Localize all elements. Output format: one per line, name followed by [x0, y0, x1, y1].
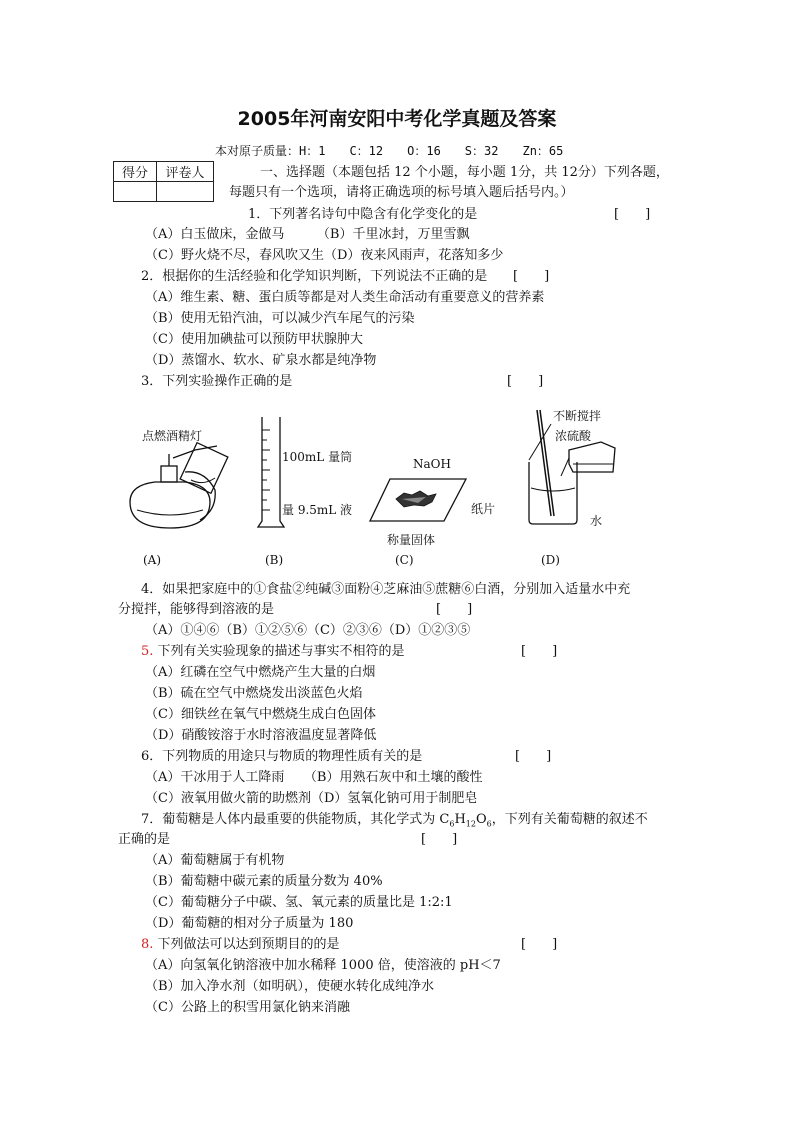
section-intro-1: 一、选择题（本题包括 12 个小题，每小题 1分，共 12分）下列各题， — [260, 165, 669, 180]
q8-option-a: （A）向氢氧化钠溶液中加水稀释 1000 倍，使溶液的 pH＜7 — [145, 958, 501, 973]
q6-answer-bracket[interactable]: [ ] — [515, 749, 552, 764]
fig-a-caption: (A) — [143, 553, 162, 567]
q7-stem-line2: 正确的是 — [118, 832, 171, 847]
q5-answer-bracket[interactable]: [ ] — [521, 644, 558, 659]
q2-option-b: （B）使用无铅汽油，可以减少汽车尾气的污染 — [145, 311, 415, 326]
score-header: 得分 — [114, 162, 157, 182]
fig-d-caption: (D) — [541, 553, 560, 567]
q4-stem-line1: 4．如果把家庭中的①食盐②纯碱③面粉④芝麻油⑤蔗糖⑥白酒，分别加入适量水中充 — [141, 582, 631, 597]
q7-stem-line1: 7．葡萄糖是人体内最重要的供能物质，其化学式为 $C_6H_{12}O_6$，下列有关葡萄糖的叙述不 — [141, 812, 648, 829]
q1-answer-bracket[interactable]: [ ] — [614, 207, 651, 222]
q7-option-c: （C）葡萄糖分子中碳、氢、氧元素的质量比是 1:2:1 — [145, 895, 453, 910]
q3-answer-bracket[interactable]: [ ] — [507, 374, 544, 389]
fig-b-label-2: 量 9.5mL 液 — [282, 503, 353, 517]
q4-stem-line2: 分搅拌，能够得到溶液的是 — [118, 602, 275, 617]
q7-answer-bracket[interactable]: [ ] — [421, 832, 458, 847]
fig-d-label-3: 水 — [590, 514, 603, 528]
q5-stem: 下列有关实验现象的描述与事实不相符的是 — [157, 644, 405, 659]
q5-option-c: （C）细铁丝在氧气中燃烧生成白色固体 — [145, 707, 376, 722]
fig-c-label-3: 称量固体 — [387, 533, 436, 547]
fig-c-label-1: NaOH — [413, 457, 451, 471]
q1-options-row1: （A）白玉做床，金做马 （B）千里冰封，万里雪飘 — [145, 227, 470, 242]
q4-options: （A）①④⑥（B）①②⑤⑥（C）②③⑥（D）①②③⑤ — [145, 623, 471, 638]
weighing-paper-figure — [368, 475, 468, 525]
fig-c-label-2: 纸片 — [471, 502, 496, 516]
q6-options-row2: （C）液氧用做火箭的助燃剂（D）氢氧化钠可用于制肥皂 — [145, 791, 478, 806]
q2-option-c: （C）使用加碘盐可以预防甲状腺肿大 — [145, 332, 363, 347]
grader-header: 评卷人 — [157, 162, 214, 182]
q8-number: 8. — [141, 937, 154, 952]
q5-number: 5. — [141, 644, 154, 659]
acid-dilution-figure — [517, 408, 621, 530]
score-cell[interactable] — [114, 182, 157, 202]
q8-stem: 下列做法可以达到预期目的的是 — [157, 937, 340, 952]
q2-stem: 2．根据你的生活经验和化学知识判断，下列说法不正确的是 — [141, 269, 488, 284]
q6-stem: 6．下列物质的用途只与物质的物理性质有关的是 — [141, 749, 423, 764]
q2-option-d: （D）蒸馏水、软水、矿泉水都是纯净物 — [145, 353, 377, 368]
q7-option-b: （B）葡萄糖中碳元素的质量分数为 40% — [145, 874, 383, 889]
fig-d-label-2: 浓硫酸 — [555, 429, 592, 443]
fig-b-label-1: 100mL 量筒 — [282, 450, 353, 464]
alcohol-lamp-figure — [125, 440, 235, 540]
q1-stem: 1．下列著名诗句中隐含有化学变化的是 — [248, 207, 478, 222]
section-intro-2: 每题只有一个选项，请将正确选项的标号填入题后括号内。） — [229, 185, 574, 200]
page-title: 2005年河南安阳中考化学真题及答案 — [237, 108, 557, 130]
q2-answer-bracket[interactable]: [ ] — [513, 269, 550, 284]
q4-answer-bracket[interactable]: [ ] — [436, 602, 473, 617]
q8-option-b: （B）加入净水剂（如明矾），使硬水转化成纯净水 — [145, 979, 435, 994]
q5-option-d: （D）硝酸铵溶于水时溶液温度显著降低 — [145, 728, 377, 743]
q5-option-a: （A）红磷在空气中燃烧产生大量的白烟 — [145, 665, 376, 680]
q3-stem: 3．下列实验操作正确的是 — [141, 374, 293, 389]
q1-options-row2: （C）野火烧不尽，春风吹又生（D）夜来风雨声，花落知多少 — [145, 248, 504, 263]
q8-option-c: （C）公路上的积雪用氯化钠来消融 — [145, 1000, 350, 1015]
q7-option-a: （A）葡萄糖属于有机物 — [145, 853, 285, 868]
q8-answer-bracket[interactable]: [ ] — [521, 937, 558, 952]
grader-cell[interactable] — [157, 182, 214, 202]
fig-c-caption: (C) — [395, 553, 414, 567]
q5-option-b: （B）硫在空气中燃烧发出淡蓝色火焰 — [145, 686, 363, 701]
score-table — [113, 161, 214, 202]
fig-a-label: 点燃酒精灯 — [142, 429, 203, 443]
q6-options-row1: （A）干冰用于人工降雨 （B）用熟石灰中和土壤的酸性 — [145, 770, 483, 785]
q2-option-a: （A）维生素、糖、蛋白质等都是对人类生命活动有重要意义的营养素 — [145, 290, 545, 305]
fig-b-caption: (B) — [265, 553, 284, 567]
fig-d-label-1: 不断搅拌 — [553, 409, 602, 423]
atomic-masses: 本对原子质量：H：1 C：12 O：16 S：32 Zn：65 — [215, 144, 564, 158]
q7-option-d: （D）葡萄糖的相对分子质量为 180 — [145, 916, 354, 931]
